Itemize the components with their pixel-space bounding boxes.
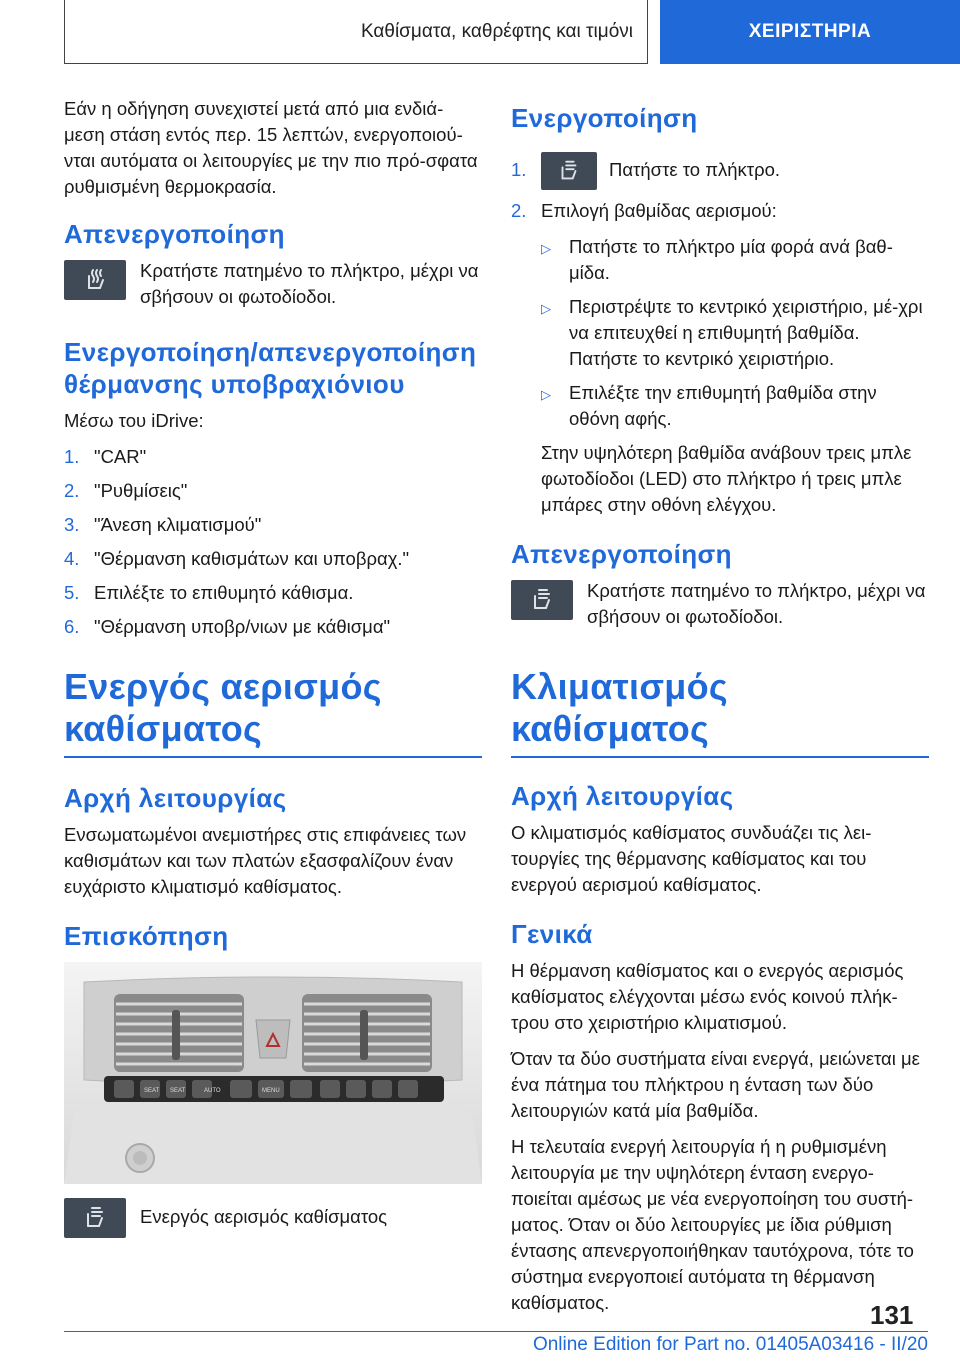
left-column <box>64 96 482 1248</box>
intro-paragraph: Εάν η οδήγηση συνεχιστεί μετά από μια ενδιά-μεση στάση εντός περ. 15 λεπτών, ενεργοποιού-νται αυτόματα οι λειτουργίες με την πιο πρό-σφατα ρυθμισμένη θερμοκρασία. <box>64 98 478 197</box>
activate-steps-list <box>511 150 929 224</box>
triangle-bullet-icon: ▷ <box>541 301 551 316</box>
header-chapter-tab[interactable]: ΧΕΙΡΙΣΤΗΡΙΑ <box>660 0 960 64</box>
heading-principle-ventilation: Αρχή λειτουργίας <box>64 783 287 813</box>
principle-climate-text: Ο κλιματισμός καθίσματος συνδυάζει τις λει-τουργίες της θέρμανσης καθίσματος και του ενεργού αερισμού καθίσματος. <box>511 822 872 895</box>
heading-principle-climate: Αρχή λειτουργίας <box>511 781 734 811</box>
principle-ventilation-text: Ενσωματωμένοι ανεμιστήρες στις επιφάνειες των καθισμάτων και των πλατών εξασφαλίζουν έναν ευχάριστο κλιματισμό καθίσματος. <box>64 824 467 897</box>
list-item: 2. Επιλογή βαθμίδας αερισμού: <box>511 200 777 221</box>
list-item: 1. "CAR" <box>64 446 147 467</box>
list-item: ▷ Περιστρέψτε το κεντρικό χειριστήριο, μέ-χρι να επιτευχθεί η επιθυμητή βαθμίδα. Πατήστε το κεντρικό χειριστήριο. <box>541 294 929 372</box>
heading-overview: Επισκόπηση <box>64 921 229 951</box>
photo-caption: Ενεργός αερισμός καθίσματος <box>140 1206 388 1227</box>
header-section-title: Καθίσματα, καθρέφτης και τιμόνι <box>64 0 648 64</box>
via-idrive-label: Μέσω του iDrive: <box>64 410 204 431</box>
triangle-bullet-icon: ▷ <box>541 241 551 256</box>
caption-row <box>64 1196 482 1238</box>
seat-ventilation-button-icon <box>541 152 597 190</box>
photo-label-auto: AUTO <box>204 1088 221 1094</box>
list-item: 1. Πατήστε το πλήκτρο. <box>511 150 929 190</box>
deactivate-ventilation-row <box>511 578 929 630</box>
deactivate-ventilation-text: Κρατήστε πατημένο το πλήκτρο, μέχρι να σβήσουν οι φωτοδίοδοι. <box>587 580 926 627</box>
list-item: 4. "Θέρμανση καθισμάτων και υποβραχ." <box>64 548 410 569</box>
seat-ventilation-button-icon <box>511 580 573 620</box>
ventilation-level-options <box>511 234 929 432</box>
general-paragraph-3: Η τελευταία ενεργή λειτουργία ή η ρυθμισμένη λειτουργία με την υψηλότερη ένταση ενεργο-ποιείται αμέσως με νέα ενεργοποίηση του συστή-ματος. Όταν οι δύο λειτουργίες με ίδια ρύθμιση έντασης απενεργοποιήθηκαν ταυτόχρονα, τότε το σύστημα ενεργοποιεί αυτόματα τη θέρμανση καθίσματος. <box>511 1136 914 1313</box>
general-paragraph-1: Η θέρμανση καθίσματος και ο ενεργός αερισμός καθίσματος ελέγχονται μέσω ενός κοινού πλήκ-τρου στο χειριστήριο κλιματισμού. <box>511 960 904 1033</box>
footer-edition-link[interactable]: Online Edition for Part no. 01405A03416 - II/20 <box>532 1334 928 1355</box>
heading-deactivate-ventilation: Απενεργοποίηση <box>511 539 732 569</box>
list-item: 5. Επιλέξτε το επιθυμητό κάθισμα. <box>64 582 354 603</box>
footer-divider <box>64 1331 928 1332</box>
list-item: 6. "Θέρμανση υποβρ/νιων με κάθισμα" <box>64 616 391 637</box>
photo-label-seat-right: SEAT <box>170 1088 186 1094</box>
heading-general: Γενικά <box>511 919 593 949</box>
highest-level-note: Στην υψηλότερη βαθμίδα ανάβουν τρεις μπλε φωτοδίοδοι (LED) στο πλήκτρο ή τρεις μπλε μπάρες στην οθόνη ελέγχου. <box>541 442 912 515</box>
photo-label-menu: MENU <box>262 1088 280 1094</box>
heading-activate-ventilation: Ενεργοποίηση <box>511 103 698 133</box>
photo-label-seat-left: SEAT <box>144 1088 160 1094</box>
heading-armrest-heating: Ενεργοποίηση/απενεργοποίηση θέρμανσης υποβραχιόνιου <box>64 337 477 399</box>
heading-deactivate-heating: Απενεργοποίηση <box>64 219 285 249</box>
page-number: 131 <box>870 1300 914 1330</box>
deactivate-heating-text: Κρατήστε πατημένο το πλήκτρο, μέχρι να σβήσουν οι φωτοδίοδοι. <box>140 260 479 307</box>
idrive-steps-list <box>64 444 482 640</box>
climate-panel-photo <box>64 962 482 1184</box>
seat-heating-button-icon <box>64 260 126 300</box>
general-paragraph-2: Όταν τα δύο συστήματα είναι ενεργά, μειώνεται με ένα πάτημα του πλήκτρου η ένταση των δύο λειτουργιών κατά μία βαθμίδα. <box>511 1048 920 1121</box>
heading-active-seat-ventilation: Ενεργός αερισμός καθίσματος <box>64 666 482 758</box>
list-item: 2. "Ρυθμίσεις" <box>64 480 188 501</box>
list-item: 3. "Άνεση κλιματισμού" <box>64 514 262 535</box>
seat-ventilation-button-icon <box>64 1198 126 1238</box>
deactivate-heating-row <box>64 258 482 310</box>
heading-seat-climate: Κλιματισμός καθίσματος <box>511 666 929 758</box>
list-item: ▷ Επιλέξτε την επιθυμητή βαθμίδα στην οθόνη αφής. <box>541 380 929 432</box>
triangle-bullet-icon: ▷ <box>541 387 551 402</box>
list-item: ▷ Πατήστε το πλήκτρο μία φορά ανά βαθ-μίδα. <box>541 234 929 286</box>
right-column <box>511 96 929 1326</box>
